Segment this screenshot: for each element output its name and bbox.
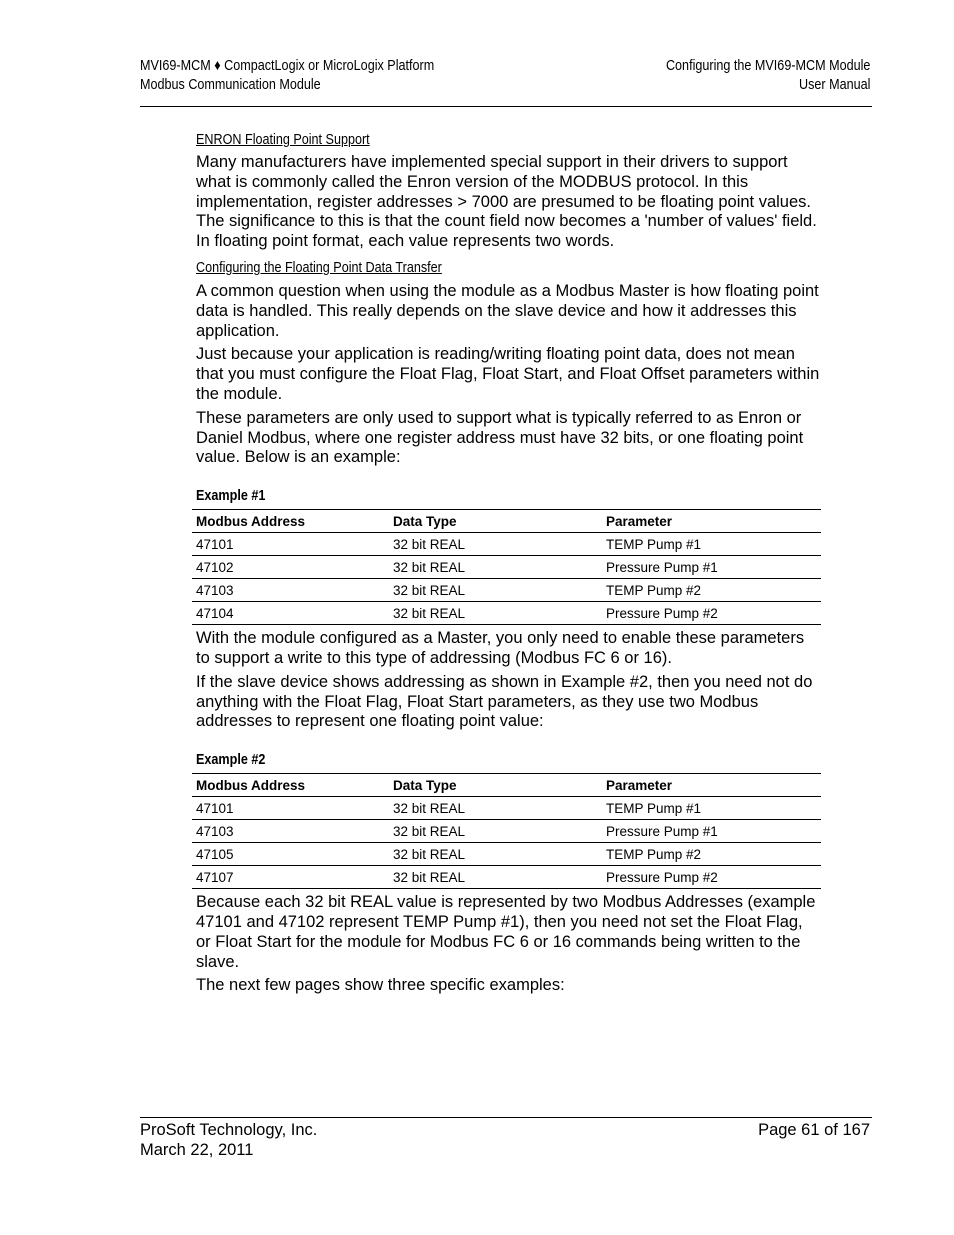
table-row (192, 602, 821, 625)
paragraph: Just because your application is reading/writing floating point data, does not mean that you must configure the Float Flag, Float Start, and Float Offset parameters within the module. (196, 345, 820, 403)
page-header (140, 56, 872, 107)
table-cell: 32 bit REAL (389, 533, 602, 556)
paragraph: With the module configured as a Master, you only need to enable these parameters to support a write to this type of addressing (Modbus FC 6 or 16). (196, 629, 805, 667)
table-row (192, 797, 821, 820)
header-module-name: Modbus Communication Module (140, 76, 321, 93)
paragraph: The next few pages show three specific examples: (196, 976, 565, 995)
table-cell: TEMP Pump #1 (602, 797, 821, 820)
example-2-table (192, 773, 821, 889)
footer-left (140, 1120, 317, 1160)
table-header-row (192, 510, 821, 533)
paragraph: A common question when using the module as a Modbus Master is how floating point data is handled. This really depends on the slave device and how it addresses this application. (196, 281, 819, 340)
header-right (666, 56, 870, 94)
footer-company: ProSoft Technology, Inc. (140, 1121, 318, 1139)
paragraph: If the slave device shows addressing as shown in Example #2, then you need not do anything with the Float Flag, Float Start parameters, as they use two Modbus addresses to represent one floating point value: (196, 672, 813, 731)
page-footer (140, 1117, 872, 1159)
header-left (140, 56, 434, 94)
footer-page-number: Page 61 of 167 (758, 1121, 870, 1139)
footer-date: March 22, 2011 (140, 1141, 254, 1159)
table-row (192, 866, 821, 889)
column-header: Modbus Address (192, 774, 389, 797)
table-header-row (192, 774, 821, 797)
paragraph: Many manufacturers have implemented special support in their drivers to support what is commonly called the Enron version of the MODBUS protocol. In this implementation, register addresses > 7000 are presumed to be floating point values. The significance to this is that the count field now becomes a 'number of values' field. In floating point format, each value represents two words. (196, 153, 817, 251)
header-chapter-title: Configuring the MVI69-MCM Module (665, 57, 870, 74)
section-heading-float-transfer: Configuring the Floating Point Data Transfer (196, 258, 442, 276)
column-header: Modbus Address (192, 510, 389, 533)
section-heading-enron: ENRON Floating Point Support (196, 131, 370, 148)
table-cell: 47101 (192, 533, 389, 556)
paragraph: Because each 32 bit REAL value is represented by two Modbus Addresses (example 47101 and 47102 represent TEMP Pump #1), then you need not set the Float Flag, or Float Start for the module for Modbus FC 6 or 16 commands being written to the slave. (196, 893, 816, 971)
table-cell: TEMP Pump #1 (602, 533, 821, 556)
table-cell: 47101 (192, 797, 389, 820)
table-cell: Pressure Pump #2 (602, 866, 821, 889)
table-cell: 32 bit REAL (389, 556, 602, 579)
table-row (192, 820, 821, 843)
table-cell: 32 bit REAL (389, 797, 602, 820)
table-cell: Pressure Pump #1 (602, 556, 821, 579)
table-cell: 47105 (192, 843, 389, 866)
column-header: Data Type (389, 510, 602, 533)
table-cell: Pressure Pump #1 (602, 820, 821, 843)
header-product-title: MVI69-MCM ♦ CompactLogix or MicroLogix Platform (140, 57, 435, 74)
table-cell: TEMP Pump #2 (602, 843, 821, 866)
table-cell: 32 bit REAL (389, 843, 602, 866)
table-caption-example-1: Example #1 (196, 487, 266, 505)
table-cell: 32 bit REAL (389, 820, 602, 843)
table-cell: 32 bit REAL (389, 579, 602, 602)
paragraph: These parameters are only used to support what is typically referred to as Enron or Daniel Modbus, where one register address must have 32 bits, or one floating point value. Below is an example: (196, 408, 804, 467)
column-header: Data Type (389, 774, 602, 797)
page-body (196, 130, 820, 1000)
table-cell: 47107 (192, 866, 389, 889)
table-cell: Pressure Pump #2 (602, 602, 821, 625)
table-cell: 32 bit REAL (389, 866, 602, 889)
table-cell: 47103 (192, 579, 389, 602)
table-cell: 47103 (192, 820, 389, 843)
table-cell: 47102 (192, 556, 389, 579)
table-row (192, 556, 821, 579)
table-cell: 32 bit REAL (389, 602, 602, 625)
table-cell: 47104 (192, 602, 389, 625)
header-manual-type: User Manual (798, 76, 870, 93)
column-header: Parameter (602, 510, 821, 533)
table-row (192, 533, 821, 556)
table-caption-example-2: Example #2 (196, 751, 266, 769)
column-header: Parameter (602, 774, 821, 797)
table-cell: TEMP Pump #2 (602, 579, 821, 602)
example-1-table (192, 509, 821, 625)
table-row (192, 579, 821, 602)
table-row (192, 843, 821, 866)
